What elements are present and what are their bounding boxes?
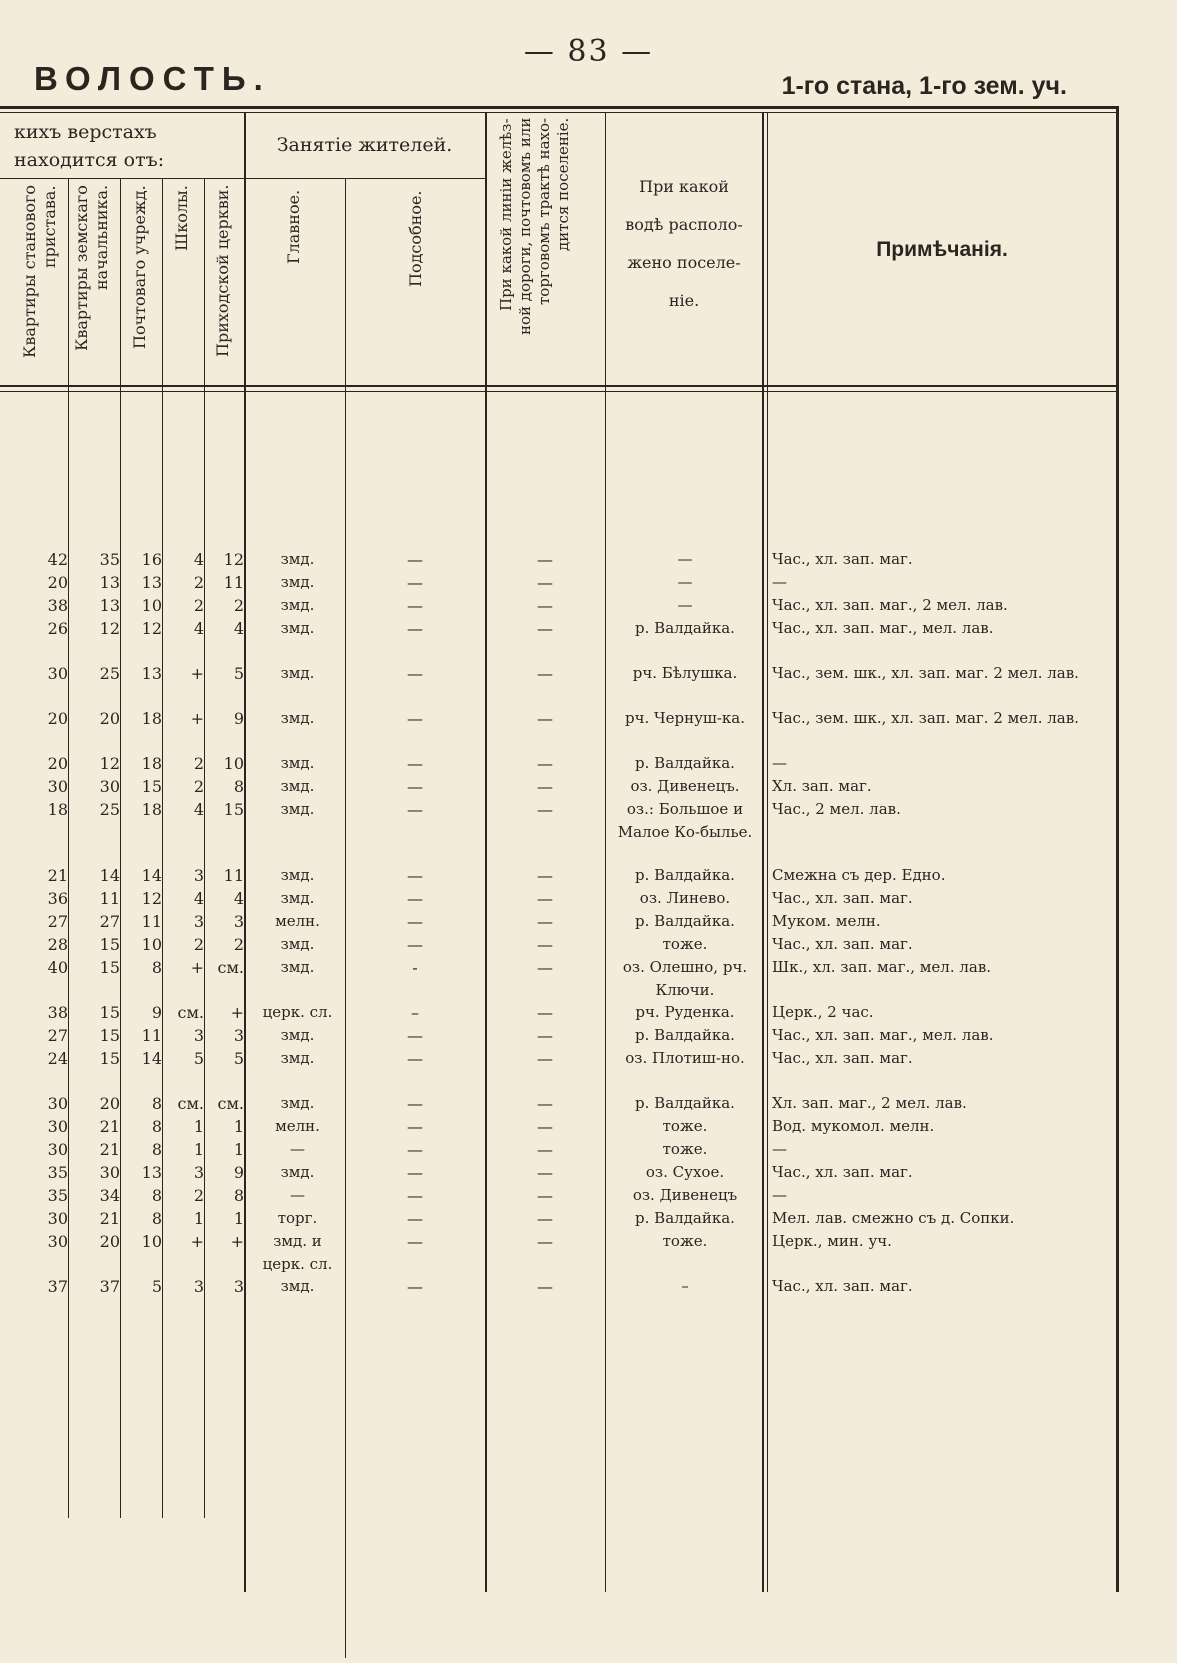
- table-row: [0, 798, 1177, 864]
- cell-water: тоже.: [662, 1232, 708, 1250]
- cell-notes: Час., хл. зап. маг., 2 мел. лав.: [772, 596, 1008, 614]
- cell-kv2: 30: [99, 1163, 120, 1182]
- cell-school: 3: [193, 912, 204, 931]
- table-row: [0, 1161, 1177, 1184]
- cell-post: 13: [141, 1163, 162, 1182]
- header-shkoly: Школы.: [172, 185, 191, 251]
- cell-school: 5: [193, 1049, 204, 1068]
- cell-water: —: [677, 573, 693, 591]
- cell-side: —: [407, 866, 423, 885]
- cell-water: р. Валдайка.: [635, 754, 735, 772]
- cell-post: 5: [151, 1277, 162, 1296]
- cell-kv2: 15: [99, 1026, 120, 1045]
- cell-kv1: 20: [47, 573, 68, 592]
- cell-water: р. Валдайка.: [635, 1094, 735, 1112]
- cell-main: змд. и церк. сл.: [262, 1232, 333, 1273]
- cell-church: 1: [233, 1117, 244, 1136]
- cell-post: 12: [141, 889, 162, 908]
- cell-post: 8: [151, 1117, 162, 1136]
- cell-school: см.: [177, 1003, 204, 1022]
- cell-road: —: [537, 889, 553, 908]
- cell-school: 3: [193, 866, 204, 885]
- cell-kv2: 21: [99, 1117, 120, 1136]
- cell-post: 15: [141, 777, 162, 796]
- cell-kv1: 36: [47, 889, 68, 908]
- cell-kv2: 15: [99, 958, 120, 977]
- cell-post: 8: [151, 1094, 162, 1113]
- table-row: [0, 617, 1177, 662]
- cell-road: —: [537, 1140, 553, 1159]
- distance-group-header: кихъ верстахъ находится отъ:: [14, 121, 165, 171]
- cell-kv1: 35: [47, 1186, 68, 1205]
- cell-post: 16: [141, 550, 162, 569]
- cell-kv1: 42: [47, 550, 68, 569]
- cell-school: 1: [193, 1140, 204, 1159]
- cell-kv2: 35: [99, 550, 120, 569]
- cell-water: тоже.: [662, 935, 708, 953]
- cell-main: змд.: [280, 777, 315, 795]
- cell-school: 3: [193, 1163, 204, 1182]
- cell-kv1: 35: [47, 1163, 68, 1182]
- header-kv-zemskogo: Квартиры земскаго начальника.: [72, 185, 111, 351]
- cell-church: 4: [233, 889, 244, 908]
- cell-notes: Хл. зап. маг., 2 мел. лав.: [772, 1094, 967, 1112]
- cell-main: мелн.: [275, 912, 320, 930]
- header-water: При какой водѣ располо- жено поселе- ніе.: [625, 177, 743, 310]
- cell-school: 1: [193, 1209, 204, 1228]
- cell-kv2: 13: [99, 573, 120, 592]
- cell-side: —: [407, 889, 423, 908]
- cell-school: 4: [193, 889, 204, 908]
- cell-notes: Час., хл. зап. маг.: [772, 550, 913, 568]
- table-row: [0, 548, 1177, 571]
- cell-water: рч. Руденка.: [635, 1003, 735, 1021]
- cell-road: —: [537, 1117, 553, 1136]
- cell-water: тоже.: [662, 1117, 708, 1135]
- cell-main: змд.: [280, 1094, 315, 1112]
- cell-kv1: 26: [47, 619, 68, 638]
- header-bottom-rule-thin: [0, 391, 1118, 392]
- cell-kv2: 20: [99, 709, 120, 728]
- cell-road: —: [537, 912, 553, 931]
- cell-kv1: 24: [47, 1049, 68, 1068]
- distance-group-rule: [0, 178, 244, 179]
- cell-main: церк. сл.: [262, 1003, 333, 1021]
- cell-kv2: 15: [99, 1003, 120, 1022]
- cell-church: +: [230, 1232, 244, 1251]
- cell-main: змд.: [280, 800, 315, 818]
- district-title: 1-го стана, 1-го зем. уч.: [781, 72, 1067, 100]
- cell-kv2: 37: [99, 1277, 120, 1296]
- cell-notes: Час., хл. зап. маг.: [772, 1049, 913, 1067]
- cell-kv2: 14: [99, 866, 120, 885]
- cell-notes: —: [772, 1140, 787, 1158]
- cell-church: 11: [223, 573, 244, 592]
- cell-kv2: 21: [99, 1209, 120, 1228]
- cell-main: змд.: [280, 935, 315, 953]
- cell-road: —: [537, 1277, 553, 1296]
- cell-side: —: [407, 573, 423, 592]
- cell-notes: —: [772, 754, 787, 772]
- cell-notes: Час., зем. шк., хл. зап. маг. 2 мел. лав.: [772, 664, 1079, 682]
- cell-church: 10: [223, 754, 244, 773]
- cell-main: змд.: [280, 619, 315, 637]
- table-row: [0, 887, 1177, 910]
- cell-church: 3: [233, 1277, 244, 1296]
- cell-kv2: 12: [99, 619, 120, 638]
- cell-church: 12: [223, 550, 244, 569]
- cell-main: змд.: [280, 754, 315, 772]
- cell-church: 11: [223, 866, 244, 885]
- cell-road: —: [537, 709, 553, 728]
- cell-kv2: 21: [99, 1140, 120, 1159]
- cell-water: оз. Сухое.: [645, 1163, 725, 1181]
- table-row: [0, 1001, 1177, 1024]
- cell-school: +: [190, 709, 204, 728]
- cell-water: оз.: Большое и Малое Ко-былье.: [617, 800, 753, 841]
- cell-church: 5: [233, 664, 244, 683]
- cell-post: 8: [151, 958, 162, 977]
- cell-notes: Смежна съ дер. Едно.: [772, 866, 946, 884]
- cell-main: змд.: [280, 866, 315, 884]
- cell-water: оз. Плотиш-но.: [625, 1049, 745, 1067]
- cell-church: 9: [233, 709, 244, 728]
- cell-notes: —: [772, 573, 787, 591]
- cell-school: +: [190, 958, 204, 977]
- page-number: — 83 —: [523, 34, 654, 69]
- cell-side: —: [407, 1026, 423, 1045]
- table-top-rule: [0, 106, 1118, 109]
- cell-church: 8: [233, 777, 244, 796]
- cell-road: —: [537, 1049, 553, 1068]
- cell-main: змд.: [280, 1049, 315, 1067]
- cell-school: 3: [193, 1277, 204, 1296]
- cell-water: оз. Дивенецъ.: [630, 777, 740, 795]
- cell-school: 4: [193, 619, 204, 638]
- cell-post: 9: [151, 1003, 162, 1022]
- cell-post: 10: [141, 935, 162, 954]
- cell-school: 2: [193, 754, 204, 773]
- cell-kv2: 34: [99, 1186, 120, 1205]
- cell-side: —: [407, 1049, 423, 1068]
- cell-main: мелн.: [275, 1117, 320, 1135]
- cell-kv1: 27: [47, 1026, 68, 1045]
- cell-side: —: [407, 1163, 423, 1182]
- cell-main: змд.: [280, 1163, 315, 1181]
- cell-notes: Церк., мин. уч.: [772, 1232, 892, 1250]
- table-row: [0, 910, 1177, 933]
- cell-school: 1: [193, 1117, 204, 1136]
- cell-school: 2: [193, 935, 204, 954]
- table-body: [0, 548, 1177, 1298]
- cell-kv1: 18: [47, 800, 68, 819]
- cell-road: —: [537, 1209, 553, 1228]
- cell-kv2: 15: [99, 935, 120, 954]
- cell-post: 8: [151, 1140, 162, 1159]
- cell-water: рч. Бѣлушка.: [632, 664, 738, 682]
- cell-kv2: 11: [99, 889, 120, 908]
- cell-notes: —: [772, 1186, 787, 1204]
- cell-road: —: [537, 935, 553, 954]
- cell-kv2: 25: [99, 664, 120, 683]
- table-row: [0, 1138, 1177, 1161]
- cell-main: торг.: [277, 1209, 318, 1227]
- cell-main: змд.: [280, 709, 315, 727]
- cell-side: —: [407, 1140, 423, 1159]
- cell-notes: Час., хл. зап. маг.: [772, 1277, 913, 1295]
- cell-kv1: 30: [47, 777, 68, 796]
- cell-water: тоже.: [662, 1140, 708, 1158]
- cell-water: р. Валдайка.: [635, 1209, 735, 1227]
- cell-notes: Час., хл. зап. маг.: [772, 889, 913, 907]
- cell-post: 18: [141, 709, 162, 728]
- cell-main: змд.: [280, 1277, 315, 1295]
- cell-post: 8: [151, 1209, 162, 1228]
- cell-notes: Час., зем. шк., хл. зап. маг. 2 мел. лав.: [772, 709, 1079, 727]
- cell-post: 11: [141, 912, 162, 931]
- cell-side: —: [407, 912, 423, 931]
- cell-side: —: [407, 935, 423, 954]
- cell-side: —: [407, 754, 423, 773]
- header-tserkov: Приходской церкви.: [213, 185, 232, 358]
- cell-school: см.: [177, 1094, 204, 1113]
- cell-church: 3: [233, 912, 244, 931]
- cell-notes: Час., хл. зап. маг.: [772, 1163, 913, 1181]
- cell-notes: Час., 2 мел. лав.: [772, 800, 901, 818]
- table-row: [0, 752, 1177, 775]
- cell-side: —: [407, 777, 423, 796]
- cell-post: 18: [141, 800, 162, 819]
- cell-kv1: 37: [47, 1277, 68, 1296]
- cell-notes: Час., хл. зап. маг.: [772, 935, 913, 953]
- cell-side: —: [407, 1186, 423, 1205]
- cell-church: +: [230, 1003, 244, 1022]
- cell-main: змд.: [280, 889, 315, 907]
- cell-post: 18: [141, 754, 162, 773]
- cell-church: 2: [233, 935, 244, 954]
- cell-water: —: [677, 550, 693, 568]
- cell-side: —: [407, 1094, 423, 1113]
- header-kv-stanovogo: Квартиры станового пристава.: [20, 185, 59, 359]
- cell-road: —: [537, 958, 553, 977]
- cell-main: змд.: [280, 958, 315, 976]
- table-row: [0, 662, 1177, 707]
- cell-water: рч. Чернуш-ка.: [624, 709, 746, 727]
- cell-notes: Час., хл. зап. маг., мел. лав.: [772, 1026, 994, 1044]
- cell-road: —: [537, 664, 553, 683]
- cell-side: —: [407, 1232, 423, 1251]
- cell-kv1: 20: [47, 709, 68, 728]
- cell-notes: Хл. зап. маг.: [772, 777, 872, 795]
- cell-road: —: [537, 754, 553, 773]
- cell-side: —: [407, 664, 423, 683]
- cell-main: змд.: [280, 664, 315, 682]
- table-row: [0, 594, 1177, 617]
- table-row: [0, 707, 1177, 752]
- cell-water: оз. Дивенецъ: [632, 1186, 738, 1204]
- table-row: [0, 571, 1177, 594]
- cell-road: —: [537, 573, 553, 592]
- header-side: Подсобное.: [406, 190, 425, 287]
- cell-post: 10: [141, 596, 162, 615]
- cell-road: —: [537, 1232, 553, 1251]
- cell-water: оз. Олешно, рч. Ключи.: [622, 958, 748, 999]
- header-pochta: Почтоваго учрежд.: [130, 185, 149, 349]
- cell-church: см.: [217, 1094, 244, 1113]
- cell-road: —: [537, 777, 553, 796]
- cell-road: —: [537, 1094, 553, 1113]
- table-row: [0, 956, 1177, 1001]
- cell-water: р. Валдайка.: [635, 619, 735, 637]
- cell-side: —: [407, 1209, 423, 1228]
- cell-road: —: [537, 1003, 553, 1022]
- cell-kv1: 30: [47, 1232, 68, 1251]
- table-row: [0, 1115, 1177, 1138]
- table-row: [0, 864, 1177, 887]
- cell-water: р. Валдайка.: [635, 912, 735, 930]
- volost-title: ВОЛОСТЬ.: [34, 60, 271, 97]
- cell-road: —: [537, 866, 553, 885]
- cell-notes: Церк., 2 час.: [772, 1003, 874, 1021]
- cell-notes: Мел. лав. смежно съ д. Сопки.: [772, 1209, 1015, 1227]
- cell-road: —: [537, 619, 553, 638]
- cell-kv1: 38: [47, 596, 68, 615]
- cell-kv2: 27: [99, 912, 120, 931]
- cell-side: —: [407, 1117, 423, 1136]
- cell-kv1: 27: [47, 912, 68, 931]
- table-row: [0, 1047, 1177, 1092]
- cell-school: 4: [193, 800, 204, 819]
- cell-water: оз. Линево.: [639, 889, 731, 907]
- cell-side: —: [407, 800, 423, 819]
- cell-side: —: [407, 1277, 423, 1296]
- cell-post: 13: [141, 664, 162, 683]
- cell-post: 13: [141, 573, 162, 592]
- cell-water: –: [681, 1277, 689, 1295]
- cell-post: 8: [151, 1186, 162, 1205]
- cell-school: +: [190, 664, 204, 683]
- cell-notes: Муком. мелн.: [772, 912, 881, 930]
- cell-kv2: 15: [99, 1049, 120, 1068]
- cell-kv2: 13: [99, 596, 120, 615]
- cell-church: 5: [233, 1049, 244, 1068]
- occupation-group-header: Занятіе жителей.: [276, 134, 453, 156]
- cell-school: +: [190, 1232, 204, 1251]
- cell-side: —: [407, 709, 423, 728]
- cell-main: —: [290, 1186, 305, 1204]
- cell-water: р. Валдайка.: [635, 1026, 735, 1044]
- header-bottom-rule: [0, 385, 1118, 387]
- header-notes: Примѣчанія.: [876, 238, 1008, 261]
- cell-notes: Шк., хл. зап. маг., мел. лав.: [772, 958, 992, 976]
- table-row: [0, 1207, 1177, 1230]
- cell-kv2: 20: [99, 1232, 120, 1251]
- table-row: [0, 1184, 1177, 1207]
- cell-road: —: [537, 1026, 553, 1045]
- cell-road: —: [537, 1186, 553, 1205]
- cell-kv1: 30: [47, 1094, 68, 1113]
- cell-church: 4: [233, 619, 244, 638]
- table-row: [0, 1230, 1177, 1275]
- cell-kv1: 28: [47, 935, 68, 954]
- cell-kv2: 25: [99, 800, 120, 819]
- cell-kv2: 30: [99, 777, 120, 796]
- table-row: [0, 1024, 1177, 1047]
- cell-church: 1: [233, 1140, 244, 1159]
- table-row: [0, 933, 1177, 956]
- cell-road: —: [537, 800, 553, 819]
- cell-church: 9: [233, 1163, 244, 1182]
- cell-church: 3: [233, 1026, 244, 1045]
- cell-school: 3: [193, 1026, 204, 1045]
- cell-church: см.: [217, 958, 244, 977]
- cell-post: 14: [141, 866, 162, 885]
- cell-church: 2: [233, 596, 244, 615]
- header-road: При какой линіи желѣз- ной дороги, почтовомъ или торговомъ трактѣ нахо- дится поселеніе.: [497, 118, 572, 336]
- cell-kv1: 30: [47, 664, 68, 683]
- cell-school: 4: [193, 550, 204, 569]
- cell-school: 2: [193, 596, 204, 615]
- cell-side: -: [412, 958, 418, 977]
- cell-church: 1: [233, 1209, 244, 1228]
- cell-side: —: [407, 619, 423, 638]
- cell-water: —: [677, 596, 693, 614]
- cell-notes: Вод. мукомол. мелн.: [772, 1117, 935, 1135]
- cell-school: 2: [193, 573, 204, 592]
- occupation-group-rule: [244, 178, 485, 179]
- cell-post: 14: [141, 1049, 162, 1068]
- cell-kv1: 21: [47, 866, 68, 885]
- cell-main: змд.: [280, 1026, 315, 1044]
- cell-church: 8: [233, 1186, 244, 1205]
- cell-main: —: [290, 1140, 305, 1158]
- cell-side: —: [407, 596, 423, 615]
- cell-road: —: [537, 1163, 553, 1182]
- cell-road: —: [537, 596, 553, 615]
- cell-school: 2: [193, 777, 204, 796]
- cell-side: —: [407, 550, 423, 569]
- cell-church: 15: [223, 800, 244, 819]
- cell-kv2: 20: [99, 1094, 120, 1113]
- cell-post: 11: [141, 1026, 162, 1045]
- cell-kv1: 38: [47, 1003, 68, 1022]
- cell-kv2: 12: [99, 754, 120, 773]
- table-row: [0, 775, 1177, 798]
- cell-main: змд.: [280, 550, 315, 568]
- cell-road: —: [537, 550, 553, 569]
- cell-notes: Час., хл. зап. маг., мел. лав.: [772, 619, 994, 637]
- cell-kv1: 30: [47, 1117, 68, 1136]
- cell-kv1: 40: [47, 958, 68, 977]
- cell-post: 12: [141, 619, 162, 638]
- cell-main: змд.: [280, 596, 315, 614]
- cell-kv1: 30: [47, 1140, 68, 1159]
- cell-post: 10: [141, 1232, 162, 1251]
- table-row: [0, 1275, 1177, 1298]
- cell-side: –: [411, 1003, 419, 1022]
- cell-school: 2: [193, 1186, 204, 1205]
- cell-kv1: 30: [47, 1209, 68, 1228]
- cell-main: змд.: [280, 573, 315, 591]
- cell-kv1: 20: [47, 754, 68, 773]
- table-row: [0, 1092, 1177, 1115]
- table-top-rule-thin: [0, 112, 1118, 113]
- cell-water: р. Валдайка.: [635, 866, 735, 884]
- header-main: Главное.: [284, 190, 303, 265]
